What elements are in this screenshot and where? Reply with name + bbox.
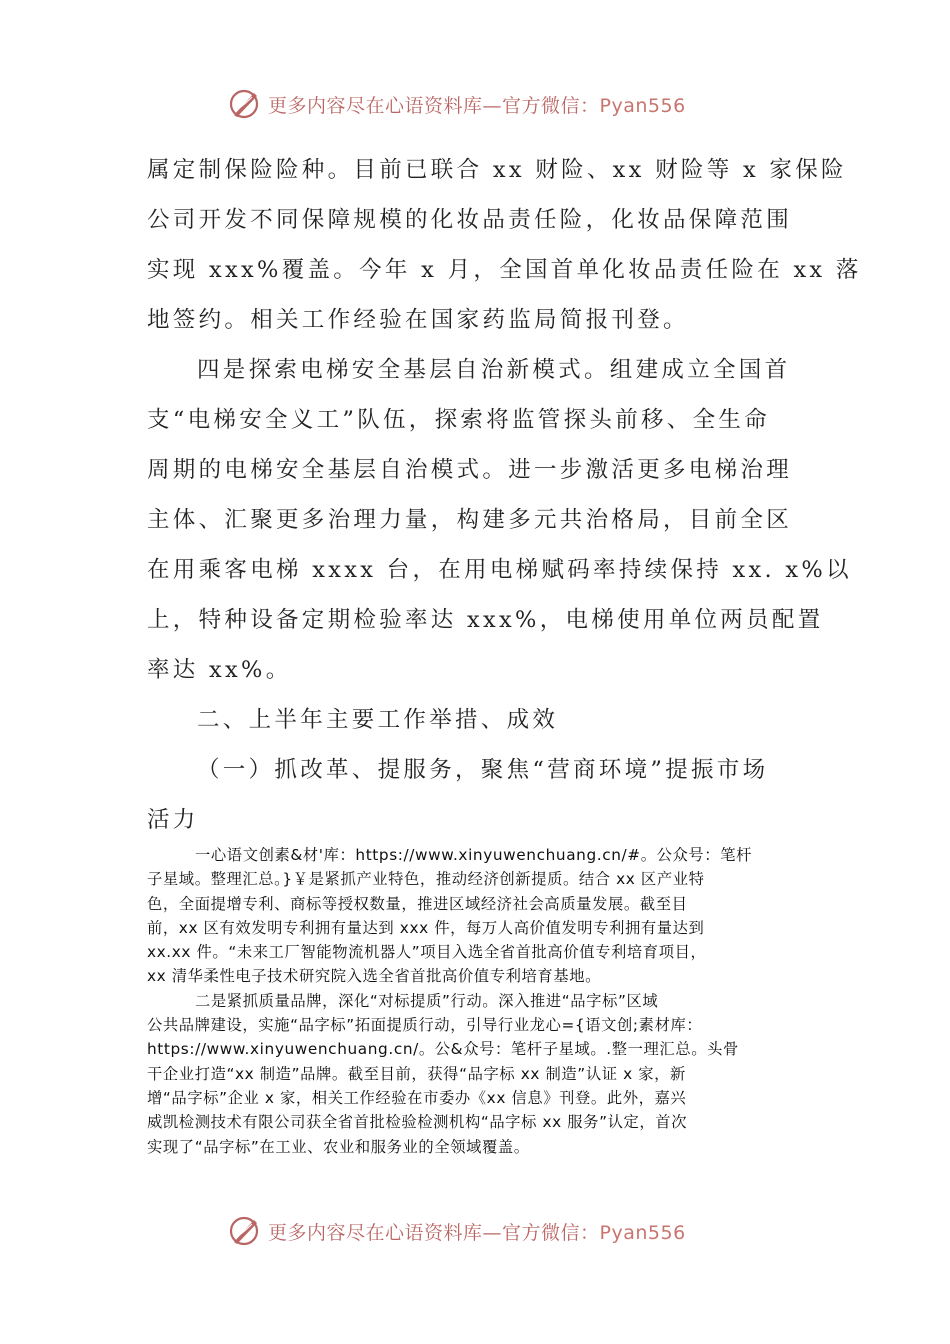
paragraph-insurance — [147, 145, 862, 345]
banner-text: 更多内容尽在心语资料库—官方微信：Pyan556 — [268, 94, 686, 117]
footer-banner — [228, 1211, 686, 1251]
text-line: 地签约。相关工作经验在国家药监局简报刊登。 — [147, 307, 689, 333]
text-line: 在用乘客电梯 xxxx 台，在用电梯赋码率持续保持 xx. x%以 — [147, 557, 852, 583]
text-line: 实现 xxx%覆盖。今年 x 月，全国首单化妆品责任险在 xx 落 — [147, 257, 862, 283]
text-line: 率达 xx%。 — [147, 657, 292, 683]
main-text — [147, 145, 862, 845]
section-heading — [147, 695, 795, 745]
banner-account: Pyan556 — [599, 1221, 686, 1244]
text-line: xx.xx 件。“未来工厂智能物流机器人”项目入选全省首批高价值专利培育项目， — [147, 943, 707, 962]
text-line: 色，全面提增专利、商标等授权数量，推进区域经济社会高质量发展。截至目 — [147, 894, 688, 913]
text-line: https://www.xinyuwenchuang.cn/。公&众号：笔杆子星域。.整一理汇总。头骨 — [147, 1040, 739, 1059]
text-line: 前，xx 区有效发明专利拥有量达到 xxx 件，每万人高价值发明专利拥有量达到 — [147, 918, 705, 937]
text-line: 支“电梯安全义工”队伍，探索将监管探头前移、全生命 — [147, 407, 771, 433]
small-text — [147, 843, 807, 1159]
heading-line: 活力 — [147, 807, 199, 833]
text-line: 周期的电梯安全基层自治模式。进一步激活更多电梯治理 — [147, 457, 793, 483]
text-line: 一心语文创素&材'库：https://www.xinyuwenchuang.cn/#。公众号：笔杆 — [195, 846, 752, 864]
text-line: 子星域。整理汇总。}￥是紧抓产业特色，推动经济创新提质。结合 xx 区产业特 — [147, 870, 705, 889]
text-line: 公共品牌建设，实施“品字标”拓面提质行动，引导行业龙心={语文创;素材库： — [147, 1016, 703, 1035]
text-line: 主体、汇聚更多治理力量，构建多元共治格局，目前全区 — [147, 507, 793, 533]
quill-logo-icon — [228, 1214, 262, 1248]
banner-account: Pyan556 — [599, 94, 686, 117]
heading-line: （一）抓改革、提服务，聚焦“营商环境”提振市场 — [197, 757, 769, 783]
subsection-heading — [147, 745, 795, 845]
text-line: 实现了“品字标”在工业、农业和服务业的全领域覆盖。 — [147, 1137, 530, 1156]
text-line: xx 清华柔性电子技术研究院入选全省首批高价值专利培育基地。 — [147, 967, 601, 986]
text-line: 公司开发不同保障规模的化妆品责任险，化妆品保障范围 — [147, 207, 793, 233]
banner-text: 更多内容尽在心语资料库—官方微信：Pyan556 — [268, 1221, 686, 1244]
text-line: 上，特种设备定期检验率达 xxx%，电梯使用单位两员配置 — [147, 607, 824, 633]
text-line: 属定制保险险种。目前已联合 xx 财险、xx 财险等 x 家保险 — [147, 157, 847, 183]
quill-logo-icon — [228, 87, 262, 121]
text-line: 四是探索电梯安全基层自治新模式。组建成立全国首 — [197, 357, 791, 383]
header-banner — [228, 84, 686, 124]
paragraph-elevator — [147, 345, 852, 695]
text-line: 二是紧抓质量品牌，深化“对标提质”行动。深入推进“品字标”区域 — [195, 991, 659, 1010]
text-line: 增“品字标”企业 x 家，相关工作经验在市委办《xx 信息》刊登。此外，嘉兴 — [147, 1088, 687, 1107]
heading-line: 二、上半年主要工作举措、成效 — [197, 707, 559, 733]
text-line: 干企业打造“xx 制造”品牌。截至目前，获得“品字标 xx 制造”认证 x 家，新 — [147, 1064, 686, 1083]
text-line: 威凯检测技术有限公司获全省首批检验检测机构“品字标 xx 服务”认定，首次 — [147, 1113, 688, 1132]
